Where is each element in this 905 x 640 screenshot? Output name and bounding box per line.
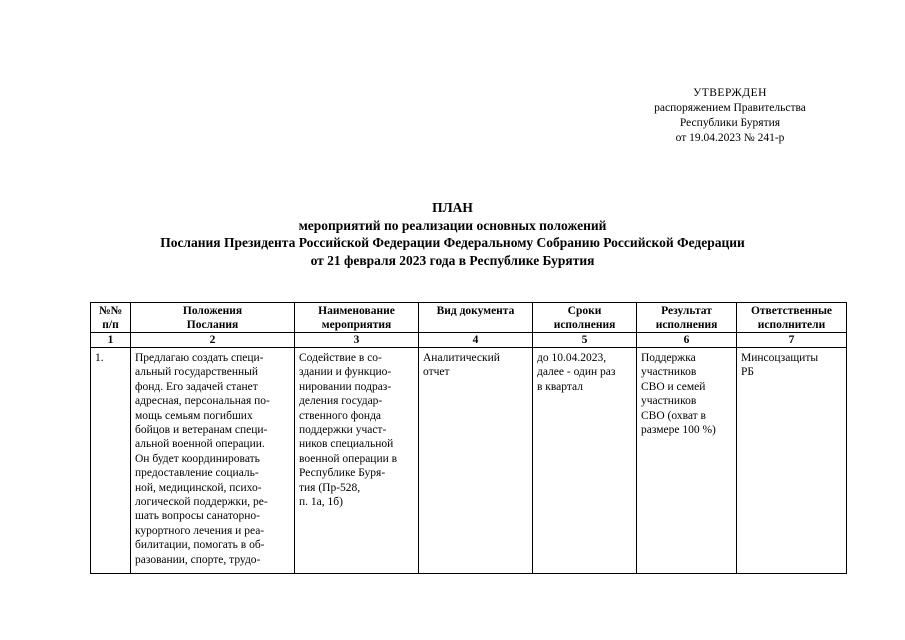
row-doc-type: Аналитический отчет (419, 348, 533, 574)
plan-table (90, 302, 847, 574)
header-measure: Наименование мероприятия (295, 303, 419, 333)
row-measure: Содействие в со- здании и функцио- нировании подраз- деления государ- ственного фонда поддержки участ- ников специальной военной операции в Республике Буря- тия (Пр-528, п. 1а, 1б) (295, 348, 419, 574)
document-title (0, 199, 905, 269)
table-row (91, 348, 847, 574)
column-number: 3 (295, 333, 419, 348)
row-result: Поддержка участников СВО и семей участников СВО (охват в размере 100 %) (637, 348, 737, 574)
title-line-1: ПЛАН (432, 200, 473, 215)
row-responsible: Минсоцзащиты РБ (737, 348, 847, 574)
header-deadline: Сроки исполнения (533, 303, 637, 333)
approval-line-3: от 19.04.2023 № 241-р (675, 132, 785, 144)
row-deadline: до 10.04.2023, далее - один раз в квартал (533, 348, 637, 574)
approval-block (620, 86, 840, 146)
column-number: 4 (419, 333, 533, 348)
header-number: №№ п/п (91, 303, 131, 333)
title-line-3: Послания Президента Российской Федерации Федеральному Собранию Российской Федерации (160, 235, 745, 250)
table-header-row (91, 303, 847, 333)
approval-line-2: Республики Бурятия (679, 117, 781, 129)
column-number-row (91, 333, 847, 348)
header-result: Результат исполнения (637, 303, 737, 333)
title-line-4: от 21 февраля 2023 года в Республике Бурятия (310, 252, 595, 268)
column-number: 5 (533, 333, 637, 348)
header-doc-type: Вид документа (419, 303, 533, 333)
row-number: 1. (91, 348, 131, 574)
column-number: 2 (131, 333, 295, 348)
header-provisions: Положения Послания (131, 303, 295, 333)
column-number: 6 (637, 333, 737, 348)
title-line-2: мероприятий по реализации основных положений (298, 217, 607, 233)
header-responsible: Ответственные исполнители (737, 303, 847, 333)
approval-line-1: распоряжением Правительства (654, 102, 806, 114)
row-provision: Предлагаю создать специ- альный государственный фонд. Его задачей станет адресная, персональная по- мощь семьям погибших бойцов и ветеранам специ- альной военной операции. Он будет координировать предоставление социаль- ной, медицинской, психо- логической поддержки, ре- шать вопросы санаторно- курортного лечения и реа- билитации, помогать в об- разовании, спорте, трудо- (131, 348, 295, 574)
column-number: 7 (737, 333, 847, 348)
column-number: 1 (91, 333, 131, 348)
approval-status: УТВЕРЖДЕН (693, 87, 767, 99)
